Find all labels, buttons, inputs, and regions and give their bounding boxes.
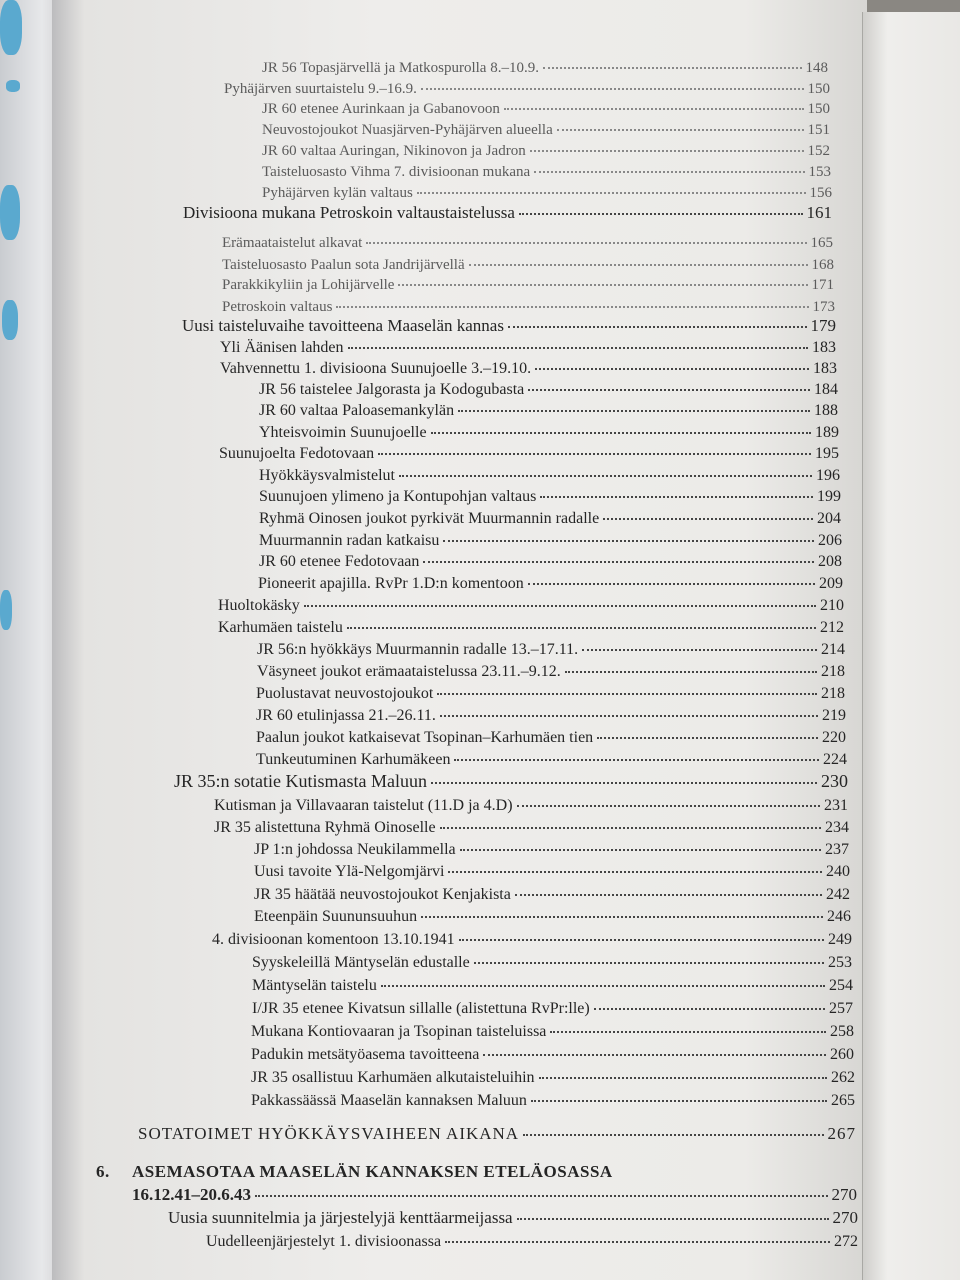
toc-entry-page: 242 xyxy=(826,886,850,903)
toc-entry-title: JR 56 Topasjärvellä ja Matkospurolla 8.–10.9. xyxy=(262,60,539,76)
toc-entry xyxy=(168,1208,858,1228)
chapter-page: 270 xyxy=(831,1185,857,1204)
dot-leader xyxy=(474,962,824,964)
toc-entry-title: Uusi tavoite Ylä-Nelgomjärvi xyxy=(254,863,445,880)
toc-entry-title: Huoltokäsky xyxy=(218,597,300,614)
toc-entry xyxy=(252,976,853,996)
toc-entry xyxy=(259,487,841,507)
dot-leader xyxy=(431,782,817,784)
toc-entry xyxy=(257,662,845,682)
toc-entry-page: 224 xyxy=(823,751,847,768)
toc-entry-page: 165 xyxy=(810,235,833,251)
toc-entry-page: 234 xyxy=(825,819,849,836)
toc-entry xyxy=(224,79,830,99)
toc-entry-page: 152 xyxy=(807,143,830,159)
toc-entry-title: Vahvennettu 1. divisioona Suunujoelle 3.–19.10. xyxy=(220,360,532,377)
toc-entry-title: Erämaataistelut alkavat xyxy=(222,235,363,251)
dot-leader xyxy=(540,496,813,498)
toc-entry-page: 188 xyxy=(814,402,838,419)
toc-entry-page: 148 xyxy=(805,60,828,76)
dot-leader xyxy=(550,1031,826,1033)
toc-entry-title: JR 60 valtaa Auringan, Nikinovon ja Jadron xyxy=(262,143,526,159)
dot-leader xyxy=(534,171,804,173)
toc-entry-title: Pyhäjärven kylän valtaus xyxy=(262,185,413,201)
dot-leader xyxy=(348,347,808,349)
toc-entry xyxy=(183,203,832,223)
toc-entry-page: 179 xyxy=(810,316,836,335)
toc-entry-page: 212 xyxy=(820,619,844,636)
toc-entry xyxy=(262,120,830,140)
dot-leader xyxy=(454,759,819,761)
toc-entry xyxy=(254,840,849,860)
toc-entry-page: 219 xyxy=(822,707,846,724)
dot-leader xyxy=(304,605,816,607)
toc-entry xyxy=(222,255,834,275)
toc-entry-page: 253 xyxy=(828,954,852,971)
toc-entry xyxy=(256,728,846,748)
dot-leader xyxy=(557,129,804,131)
toc-entry-title: Tunkeutuminen Karhumäkeen xyxy=(256,751,451,768)
toc-entry xyxy=(251,1045,854,1065)
toc-entry-page: 183 xyxy=(813,360,837,377)
toc-entry-title: Puolustavat neuvostojoukot xyxy=(256,685,434,702)
toc-entry-page: 246 xyxy=(827,908,851,925)
toc-entry xyxy=(262,162,831,182)
toc-entry-page: 210 xyxy=(820,597,844,614)
toc-entry xyxy=(222,297,835,317)
toc-entry-page: 208 xyxy=(818,553,842,570)
toc-entry-title: JR 35:n sotatie Kutismasta Maluun xyxy=(174,771,427,791)
dot-leader xyxy=(530,150,804,152)
toc-entry xyxy=(254,907,851,927)
dot-leader xyxy=(255,1195,828,1197)
dot-leader xyxy=(445,1241,830,1243)
toc-entry xyxy=(138,1124,856,1144)
toc-entry xyxy=(256,684,845,704)
toc-entry-page: 270 xyxy=(832,1208,858,1227)
toc-entry xyxy=(220,359,837,379)
toc-entry-title: Väsyneet joukot erämaataistelussa 23.11.–9.12. xyxy=(257,663,561,680)
dot-leader xyxy=(504,108,804,110)
toc-entry xyxy=(206,1232,858,1252)
dot-leader xyxy=(443,540,814,542)
toc-entry-title: Muurmannin radan katkaisu xyxy=(259,532,440,549)
toc-entry xyxy=(259,380,838,400)
dot-leader xyxy=(459,939,824,941)
toc-entry xyxy=(252,999,853,1019)
toc-entry-page: 262 xyxy=(831,1069,855,1086)
toc-entry-title: JR 35 osallistuu Karhumäen alkutaisteluihin xyxy=(251,1069,535,1086)
toc-entry xyxy=(182,316,836,336)
toc-entry-title: Yli Äänisen lahden xyxy=(220,339,344,356)
toc-entry-page: 153 xyxy=(808,164,831,180)
dot-leader xyxy=(448,871,822,873)
dot-leader xyxy=(347,627,816,629)
toc-entry-page: 189 xyxy=(815,424,839,441)
toc-entry-page: 161 xyxy=(806,203,832,222)
toc-entry-title: Taisteluosasto Paalun sota Jandrijärvellä xyxy=(222,257,465,273)
toc-entry-title: JR 35 alistettuna Ryhmä Oinoselle xyxy=(214,819,436,836)
toc-entry-page: 258 xyxy=(830,1023,854,1040)
dot-leader xyxy=(399,475,812,477)
dot-leader xyxy=(523,1134,823,1136)
dot-leader xyxy=(440,827,821,829)
dot-leader xyxy=(417,192,806,194)
toc-entry-title: JR 56:n hyökkäys Muurmannin radalle 13.–17.11. xyxy=(257,641,579,658)
toc-entry-title: SOTATOIMET HYÖKKÄYSVAIHEEN AIKANA xyxy=(138,1124,520,1143)
toc-entry-title: Uudelleenjärjestelyt 1. divisioonassa xyxy=(206,1233,442,1250)
dot-leader xyxy=(423,561,814,563)
toc-entry xyxy=(259,531,842,551)
toc-entry xyxy=(259,401,838,421)
toc-entry-page: 195 xyxy=(815,445,839,462)
dot-leader xyxy=(594,1008,825,1010)
toc-entry-page: 171 xyxy=(811,277,834,293)
dot-leader xyxy=(517,1218,829,1220)
dot-leader xyxy=(528,583,815,585)
toc-entry-page: 267 xyxy=(827,1124,856,1143)
dot-leader xyxy=(437,693,817,695)
toc-entry-title: Taisteluosasto Vihma 7. divisioonan mukana xyxy=(262,164,531,180)
toc-entry-title: Suunujoelta Fedotovaan xyxy=(219,445,375,462)
toc-entry xyxy=(222,233,833,253)
toc-entry xyxy=(259,466,840,486)
toc-entry-page: 156 xyxy=(809,185,832,201)
toc-entry-title: Pyhäjärven suurtaistelu 9.–16.9. xyxy=(224,81,417,97)
toc-entry-page: 183 xyxy=(812,339,836,356)
toc-entry xyxy=(262,183,832,203)
toc-entry-page: 150 xyxy=(807,101,830,117)
dot-leader xyxy=(381,985,825,987)
dot-leader xyxy=(539,1077,827,1079)
toc-entry-title: Karhumäen taistelu xyxy=(218,619,343,636)
chapter-dates-entry xyxy=(132,1185,857,1205)
toc-entry-title: JR 60 etenee Aurinkaan ja Gabanovoon xyxy=(262,101,500,117)
dot-leader xyxy=(366,242,806,244)
toc-entry-title: Suunujoen ylimeno ja Kontupohjan valtaus xyxy=(259,488,537,505)
toc-entry-title: I/JR 35 etenee Kivatsun sillalle (alistettuna RvPr:lle) xyxy=(252,1000,590,1017)
toc-entry xyxy=(262,99,830,119)
toc-entry-title: Eteenpäin Suununsuuhun xyxy=(254,908,418,925)
dot-leader xyxy=(582,649,817,651)
dot-leader xyxy=(440,715,818,717)
toc-entry-page: 220 xyxy=(822,729,846,746)
dot-leader xyxy=(460,849,821,851)
toc-entry xyxy=(252,953,852,973)
dot-leader xyxy=(378,453,811,455)
dot-leader xyxy=(515,894,822,896)
toc-entry-page: 199 xyxy=(817,488,841,505)
toc-entry-title: JR 35 häätää neuvostojoukot Kenjakista xyxy=(254,886,511,903)
dot-leader xyxy=(336,306,808,308)
toc-entry-page: 260 xyxy=(830,1046,854,1063)
toc-entry-page: 254 xyxy=(829,977,853,994)
dot-leader xyxy=(421,916,823,918)
dot-leader xyxy=(517,805,820,807)
dot-leader xyxy=(535,368,809,370)
toc-entry xyxy=(254,885,850,905)
toc-entry-page: 231 xyxy=(824,797,848,814)
toc-entry-title: Yhteisvoimin Suunujoelle xyxy=(259,424,427,441)
toc-entry-title: Paalun joukot katkaisevat Tsopinan–Karhumäen tien xyxy=(256,729,594,746)
toc-entry-page: 272 xyxy=(834,1233,858,1250)
toc-entry xyxy=(251,1068,855,1088)
toc-entry xyxy=(251,1022,854,1042)
toc-entry xyxy=(259,509,841,529)
toc-entry-title: Mukana Kontiovaaran ja Tsopinan taisteluissa xyxy=(251,1023,547,1040)
toc-entry xyxy=(214,818,849,838)
toc-entry-page: 184 xyxy=(814,381,838,398)
toc-entry-title: Pakkassäässä Maaselän kannaksen Maluun xyxy=(251,1092,527,1109)
toc-entry xyxy=(257,640,845,660)
chapter-heading xyxy=(96,1162,613,1182)
toc-entry-title: JR 56 taistelee Jalgorasta ja Kodogubasta xyxy=(259,381,525,398)
toc-entry xyxy=(218,618,844,638)
toc-entry-page: 237 xyxy=(825,841,849,858)
toc-entry-title: JR 60 etenee Fedotovaan xyxy=(259,553,420,570)
toc-entry-title: 4. divisioonan komentoon 13.10.1941 xyxy=(212,931,455,948)
toc-entry-title: JR 60 etulinjassa 21.–26.11. xyxy=(256,707,436,724)
toc-entry-title: Kutisman ja Villavaaran taistelut (11.D ja 4.D) xyxy=(214,797,513,814)
toc-entry-title: Neuvostojoukot Nuasjärven-Pyhäjärven alueella xyxy=(262,122,553,138)
toc-entry xyxy=(220,338,836,358)
toc-entry-page: 168 xyxy=(811,257,834,273)
toc-entry-title: Ryhmä Oinosen joukot pyrkivät Muurmannin radalle xyxy=(259,510,600,527)
toc-entry-page: 265 xyxy=(831,1092,855,1109)
toc-entry xyxy=(254,862,850,882)
toc-entry-title: Petroskoin valtaus xyxy=(222,299,333,315)
dot-leader xyxy=(603,518,813,520)
toc-entry xyxy=(262,141,830,161)
dot-leader xyxy=(469,264,808,266)
toc-entry-page: 151 xyxy=(807,122,830,138)
toc-entry xyxy=(214,796,848,816)
toc-entry-title: Hyökkäysvalmistelut xyxy=(259,467,395,484)
toc-entry xyxy=(256,706,846,726)
dot-leader xyxy=(519,213,803,215)
toc-entry xyxy=(259,552,842,572)
toc-entry-page: 214 xyxy=(821,641,845,658)
toc-entry-page: 218 xyxy=(821,685,845,702)
toc-entry-title: Uusi taisteluvaihe tavoitteena Maaselän kannas xyxy=(182,316,504,335)
toc-entry-title: Parakkikyliin ja Lohijärvelle xyxy=(222,277,395,293)
dot-leader xyxy=(421,88,804,90)
toc-entry-page: 218 xyxy=(821,663,845,680)
toc-entry-page: 173 xyxy=(812,299,835,315)
dot-leader xyxy=(508,326,807,328)
toc-entry xyxy=(218,596,844,616)
toc-entry xyxy=(222,275,834,295)
toc-entry-title: Padukin metsätyöasema tavoitteena xyxy=(251,1046,480,1063)
toc-entry xyxy=(259,423,839,443)
toc-entry-title: Mäntyselän taistelu xyxy=(252,977,377,994)
toc-entry-page: 230 xyxy=(821,771,848,791)
chapter-title: ASEMASOTAA MAASELÄN KANNAKSEN ETELÄOSASSA xyxy=(132,1162,613,1181)
toc-entry-page: 257 xyxy=(829,1000,853,1017)
toc-entry xyxy=(174,771,848,791)
dot-leader xyxy=(431,432,811,434)
toc-entry-page: 249 xyxy=(828,931,852,948)
toc-entry-title: JP 1:n johdossa Neukilammella xyxy=(254,841,456,858)
toc-entry-page: 240 xyxy=(826,863,850,880)
dot-leader xyxy=(483,1054,826,1056)
toc-entry-page: 196 xyxy=(816,467,840,484)
dot-leader xyxy=(543,67,802,69)
toc-entry-page: 204 xyxy=(817,510,841,527)
dot-leader xyxy=(597,737,818,739)
dot-leader xyxy=(398,284,807,286)
toc-entry-page: 150 xyxy=(807,81,830,97)
toc-entry-title: JR 60 valtaa Paloasemankylän xyxy=(259,402,455,419)
toc-entry xyxy=(251,1091,855,1111)
toc-entry-title: Syyskeleillä Mäntyselän edustalle xyxy=(252,954,470,971)
toc-entry-title: Divisioona mukana Petroskoin valtaustaistelussa xyxy=(183,203,515,222)
dot-leader xyxy=(531,1100,827,1102)
chapter-number: 6. xyxy=(96,1162,110,1181)
dot-leader xyxy=(458,410,810,412)
toc-entry-title: Uusia suunnitelmia ja järjestelyjä kenttäarmeijassa xyxy=(168,1208,513,1227)
toc-entry xyxy=(262,58,828,78)
toc-entry-title: Pioneerit apajilla. RvPr 1.D:n komentoon xyxy=(258,575,524,592)
dot-leader xyxy=(565,671,817,673)
chapter-dates: 16.12.41–20.6.43 xyxy=(132,1185,251,1204)
toc-entry xyxy=(258,574,843,594)
toc-entry xyxy=(212,930,852,950)
toc-entry xyxy=(256,750,847,770)
toc-entry xyxy=(219,444,839,464)
dot-leader xyxy=(528,389,810,391)
toc-entry-page: 206 xyxy=(818,532,842,549)
toc-entry-page: 209 xyxy=(819,575,843,592)
